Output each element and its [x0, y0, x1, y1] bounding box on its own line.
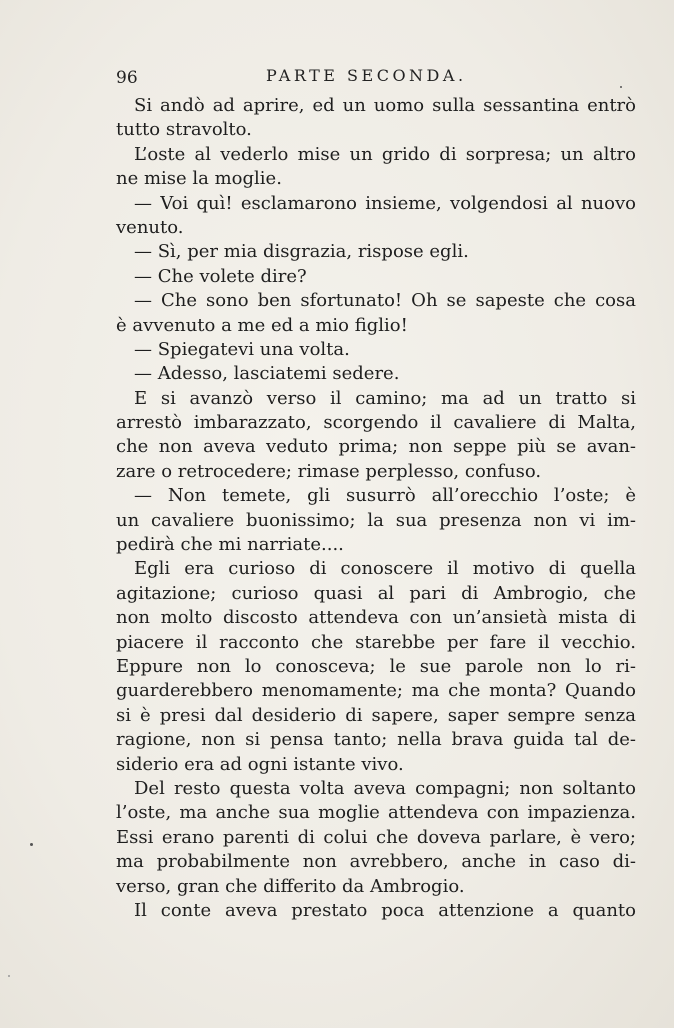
text-line: verso, gran che differito da Ambrogio.	[116, 875, 465, 897]
text-line: non molto discosto attendeva con un’ansietà mista di	[116, 607, 636, 629]
text-line: Egli era curioso di conoscere il motivo di quella	[134, 558, 636, 580]
text-line: siderio era ad ogni istante vivo.	[116, 753, 404, 775]
text-line: ma probabilmente non avrebbero, anche in caso di-	[116, 851, 636, 873]
text-line: guarderebbero menomamente; ma che monta? Quando	[116, 680, 636, 702]
text-line: tutto stravolto.	[116, 119, 252, 141]
text-line: arrestò imbarazzato, scorgendo il cavaliere di Malta,	[116, 412, 636, 434]
paper-speck	[620, 86, 622, 88]
text-line: Essi erano parenti di colui che doveva parlare, è vero;	[116, 826, 636, 848]
running-title: PARTE SECONDA.	[266, 66, 467, 85]
text-line: Il conte aveva prestato poca attenzione a quanto	[134, 899, 636, 921]
text-line: agitazione; curioso quasi al pari di Ambrogio, che	[116, 582, 636, 604]
text-line: zare o retrocedere; rimase perplesso, confuso.	[116, 460, 542, 482]
text-line: Si andò ad aprire, ed un uomo sulla sessantina entrò	[134, 95, 636, 116]
text-line: E si avanzò verso il camino; ma ad un tratto si	[134, 387, 636, 409]
text-line: è avvenuto a me ed a mio figlio!	[116, 314, 408, 336]
text-line: che non aveva veduto prima; non seppe più se avan-	[116, 436, 636, 458]
text-line: — Adesso, lasciatemi sedere.	[134, 363, 400, 385]
text-line: — Che sono ben sfortunato! Oh se sapeste che cosa	[134, 290, 636, 312]
text-line: l’oste, ma anche sua moglie attendeva con impazienza.	[116, 802, 636, 824]
paper-speck	[30, 843, 33, 846]
text-line: — Voi quì! esclamarono insieme, volgendosi al nuovo	[134, 192, 636, 214]
text-line: un cavaliere buonissimo; la sua presenza non vi im-	[116, 509, 636, 531]
text-line: — Sì, per mia disgrazia, rispose egli.	[134, 241, 469, 263]
body-text	[116, 94, 636, 923]
text-line: — Non temete, gli susurrò all’orecchio l’oste; è	[134, 485, 636, 507]
text-line: — Che volete dire?	[134, 265, 307, 287]
page-header	[116, 60, 636, 90]
text-line: pedirà che mi narriate....	[116, 534, 344, 556]
text-line: Eppure non lo conosceva; le sue parole non lo ri-	[116, 655, 636, 677]
text-line: — Spiegatevi una volta.	[134, 338, 350, 360]
text-line: Del resto questa volta aveva compagni; non soltanto	[134, 777, 636, 799]
text-line: venuto.	[116, 216, 184, 238]
text-line: si è presi dal desiderio di sapere, saper sempre senza	[116, 704, 636, 726]
paper-speck	[8, 975, 10, 977]
text-line: ragione, non si pensa tanto; nella brava guida tal de-	[116, 729, 636, 751]
text-line: L’oste al vederlo mise un grido di sorpresa; un altro	[134, 143, 636, 165]
text-line: piacere il racconto che starebbe per fare il vecchio.	[116, 631, 636, 653]
text-line: ne mise la moglie.	[116, 168, 282, 190]
page-number: 96	[116, 68, 138, 88]
